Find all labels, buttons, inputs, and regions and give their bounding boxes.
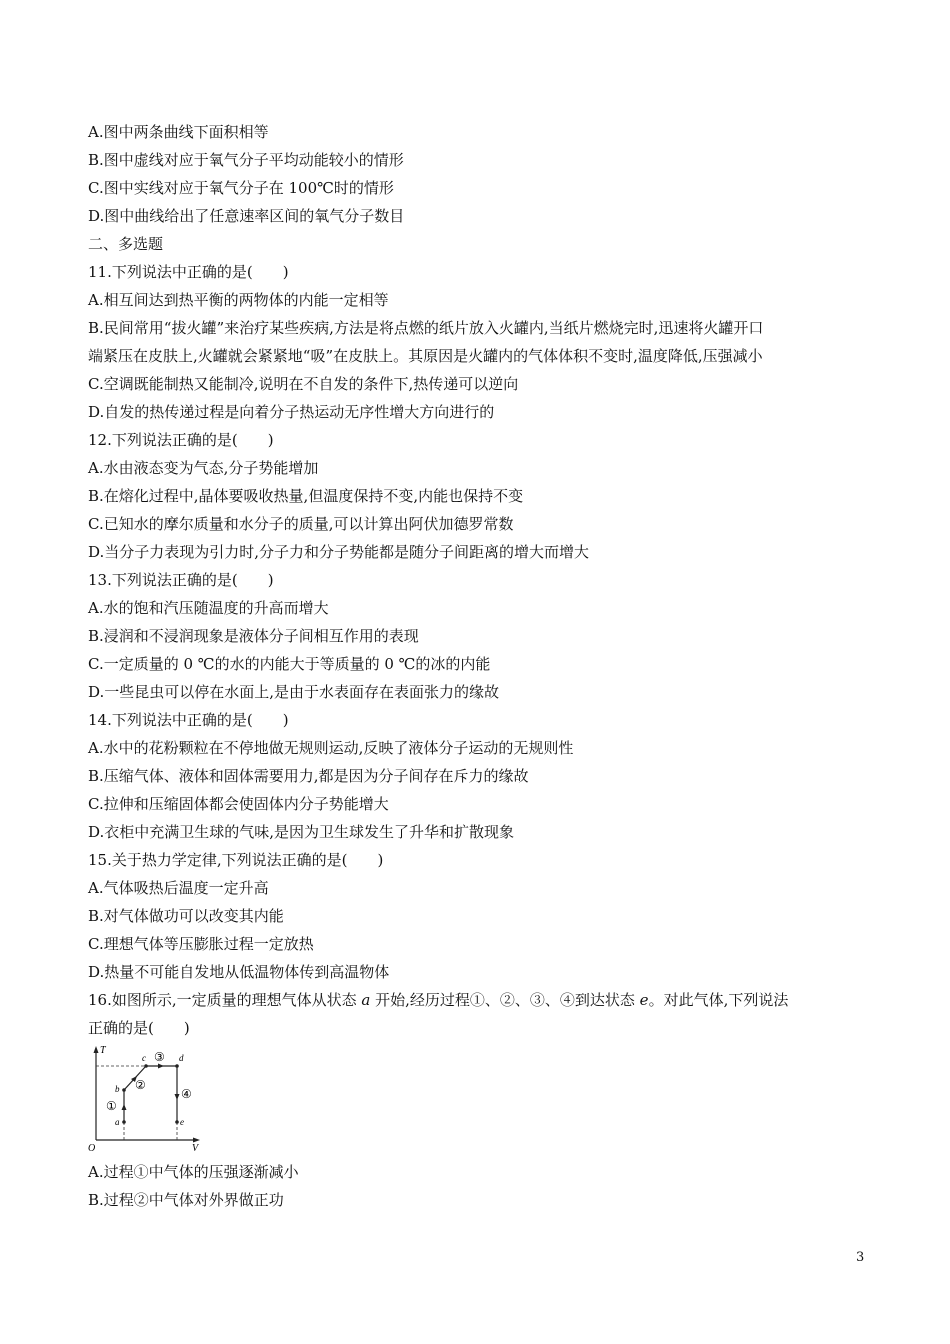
label-process-2: ② [135,1078,146,1092]
q12-option-a: A.水由液态变为气态,分子势能增加 [88,459,319,477]
q11-option-b-line1: B.民间常用“拔火罐”来治疗某些疾病,方法是将点燃的纸片放入火罐内,当纸片燃烧完时,迅速将火罐开口 [88,319,764,337]
q16-stem-part3: 。对此气体,下列说法 [648,991,789,1009]
q15-option-b: B.对气体做功可以改变其内能 [88,907,284,925]
question-16-stem-line1 [88,986,868,1014]
point-c [144,1064,148,1068]
option-c-q10: C.图中实线对应于氧气分子在 100℃时的情形 [88,179,394,197]
page-content [88,118,868,1214]
q11-option-a: A.相互间达到热平衡的两物体的内能一定相等 [88,291,389,309]
y-axis-arrow [94,1046,99,1053]
question-12-stem: 12.下列说法正确的是( ) [88,431,274,449]
q16-stem-part2: 开始,经历过程①、②、③、④到达状态 [370,991,640,1009]
q11-option-b-line2: 端紧压在皮肤上,火罐就会紧紧地“吸”在皮肤上。其原因是火罐内的气体体积不变时,温度降低,压强减小 [88,347,763,365]
q11-option-c: C.空调既能制热又能制冷,说明在不自发的条件下,热传递可以逆向 [88,375,519,393]
section-title: 二、多选题 [88,235,164,253]
x-axis-arrow [193,1138,200,1143]
axis-label-t: T [100,1045,106,1056]
q15-option-a: A.气体吸热后温度一定升高 [88,879,269,897]
label-b: b [115,1084,120,1094]
q11-option-d: D.自发的热传递过程是向着分子热运动无序性增大方向进行的 [88,403,495,421]
process-1-arrow [122,1104,127,1110]
q16-var-e: e [639,991,649,1009]
q14-option-c: C.拉伸和压缩固体都会使固体内分子势能增大 [88,795,389,813]
label-d: d [179,1053,184,1063]
option-b-q10: B.图中虚线对应于氧气分子平均动能较小的情形 [88,151,404,169]
q13-option-c: C.一定质量的 0 ℃的水的内能大于等质量的 0 ℃的冰的内能 [88,655,491,673]
tv-diagram [88,1044,218,1154]
q12-option-d: D.当分子力表现为引力时,分子力和分子势能都是随分子间距离的增大而增大 [88,543,590,561]
point-a [122,1120,126,1124]
tv-diagram-svg [88,1044,218,1154]
question-13-stem: 13.下列说法正确的是( ) [88,571,274,589]
point-e [175,1120,179,1124]
question-15-stem: 15.关于热力学定律,下列说法正确的是( ) [88,851,384,869]
axis-label-v: V [192,1143,199,1154]
q16-option-b: B.过程②中气体对外界做正功 [88,1191,284,1209]
origin-label: O [88,1143,96,1154]
q15-option-c: C.理想气体等压膨胀过程一定放热 [88,935,314,953]
q12-option-c: C.已知水的摩尔质量和水分子的质量,可以计算出阿伏加德罗常数 [88,515,514,533]
q14-option-d: D.衣柜中充满卫生球的气味,是因为卫生球发生了升华和扩散现象 [88,823,515,841]
point-b [122,1088,126,1092]
option-d-q10: D.图中曲线给出了任意速率区间的氧气分子数目 [88,207,405,225]
label-process-3: ③ [154,1050,165,1064]
label-process-1: ① [106,1099,117,1113]
question-16-stem-line2: 正确的是( ) [88,1019,190,1037]
q15-option-d: D.热量不可能自发地从低温物体传到高温物体 [88,963,390,981]
label-process-4: ④ [181,1087,192,1101]
q16-option-a: A.过程①中气体的压强逐渐减小 [88,1163,299,1181]
label-a: a [115,1117,120,1127]
q13-option-a: A.水的饱和汽压随温度的升高而增大 [88,599,329,617]
q14-option-b: B.压缩气体、液体和固体需要用力,都是因为分子间存在斥力的缘故 [88,767,529,785]
q13-option-b: B.浸润和不浸润现象是液体分子间相互作用的表现 [88,627,419,645]
question-14-stem: 14.下列说法中正确的是( ) [88,711,289,729]
q13-option-d: D.一些昆虫可以停在水面上,是由于水表面存在表面张力的缘故 [88,683,500,701]
process-3-arrow [158,1064,164,1069]
q16-stem-part1: 16.如图所示,一定质量的理想气体从状态 [88,991,362,1009]
question-11-stem: 11.下列说法中正确的是( ) [88,263,289,281]
option-a-q10: A.图中两条曲线下面积相等 [88,123,269,141]
page-number: 3 [856,1250,865,1265]
label-e: e [180,1117,184,1127]
label-c: c [142,1053,146,1063]
point-d [175,1064,179,1068]
process-4-arrow [175,1094,180,1100]
q16-var-a: a [361,991,371,1009]
q14-option-a: A.水中的花粉颗粒在不停地做无规则运动,反映了液体分子运动的无规则性 [88,739,574,757]
q12-option-b: B.在熔化过程中,晶体要吸收热量,但温度保持不变,内能也保持不变 [88,487,524,505]
